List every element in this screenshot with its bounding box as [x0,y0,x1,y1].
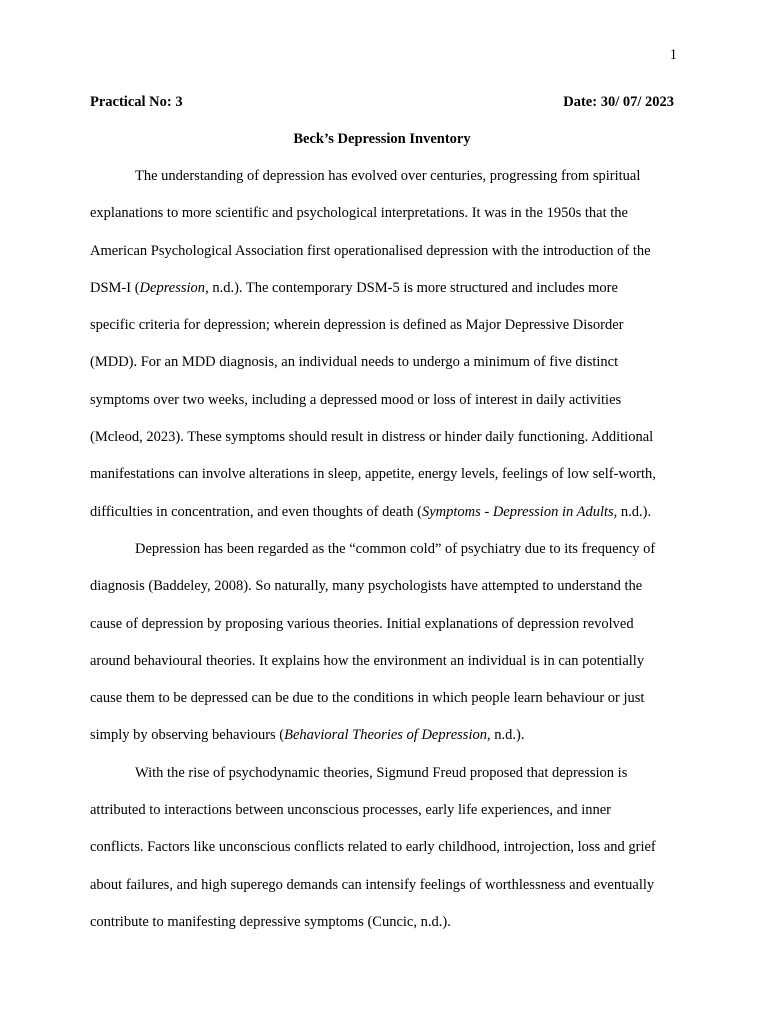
paragraph [90,755,690,941]
text-segment: , n.d.). The contemporary DSM-5 is more structured and includes more [205,279,618,296]
page-number: 1 [669,47,677,63]
paragraph [90,158,690,531]
text-line [90,494,690,531]
text-line: manifestations can involve alterations in sleep, appetite, energy levels, feelings of low self-worth, [90,466,656,483]
text-line: symptoms over two weeks, including a depressed mood or loss of interest in daily activities [90,391,622,408]
paragraph [90,531,690,755]
text-line: (MDD). For an MDD diagnosis, an individual needs to undergo a minimum of five distinct [90,354,619,371]
text-line: conflicts. Factors like unconscious conflicts related to early childhood, introjection, loss and grief [90,839,656,856]
text-segment: , n.d.). [613,503,652,520]
text-line: The understanding of depression has evolved over centuries, progressing from spiritual [135,168,641,184]
text-segment: difficulties in concentration, and even thoughts of death ( [90,503,422,520]
text-segment: , n.d.). [486,727,525,744]
text-segment: DSM-I ( [90,279,140,296]
text-line: cause them to be depressed can be due to the conditions in which people learn behaviour or just [90,690,645,707]
document-body [90,158,690,941]
text-line: about failures, and high superego demands can intensify feelings of worthlessness and eventually [90,876,655,893]
practical-number: Practical No: 3 [90,94,183,110]
text-line [90,270,690,307]
text-line: specific criteria for depression; wherein depression is defined as Major Depressive Disorder [90,317,624,334]
document-header [90,93,674,111]
text-line: explanations to more scientific and psychological interpretations. It was in the 1950s that the [90,205,628,222]
italic-citation: Symptoms - Depression in Adults [421,503,614,520]
text-line: contribute to manifesting depressive symptoms (Cuncic, n.d.). [90,913,451,930]
text-line: cause of depression by proposing various theories. Initial explanations of depression revolved [90,615,634,632]
practical-date: Date: 30/ 07/ 2023 [563,94,674,110]
text-line: attributed to interactions between unconscious processes, early life experiences, and inner [90,802,612,819]
text-line: Depression has been regarded as the “common cold” of psychiatry due to its frequency of [135,540,656,557]
italic-citation: Behavioral Theories of Depression [284,727,487,744]
text-line: With the rise of psychodynamic theories, Sigmund Freud proposed that depression is [135,764,628,781]
text-line: American Psychological Association first operationalised depression with the introduction of the [90,242,651,259]
italic-citation: Depression [139,279,206,296]
text-segment: simply by observing behaviours ( [90,727,285,744]
text-line: around behavioural theories. It explains how the environment an individual is in can potentially [90,652,645,669]
text-line: diagnosis (Baddeley, 2008). So naturally, many psychologists have attempted to understand the [90,578,643,595]
text-line [90,717,690,754]
text-line: (Mcleod, 2023). These symptoms should result in distress or hinder daily functioning. Additional [90,429,654,446]
document-title: Beck’s Depression Inventory [293,131,471,147]
